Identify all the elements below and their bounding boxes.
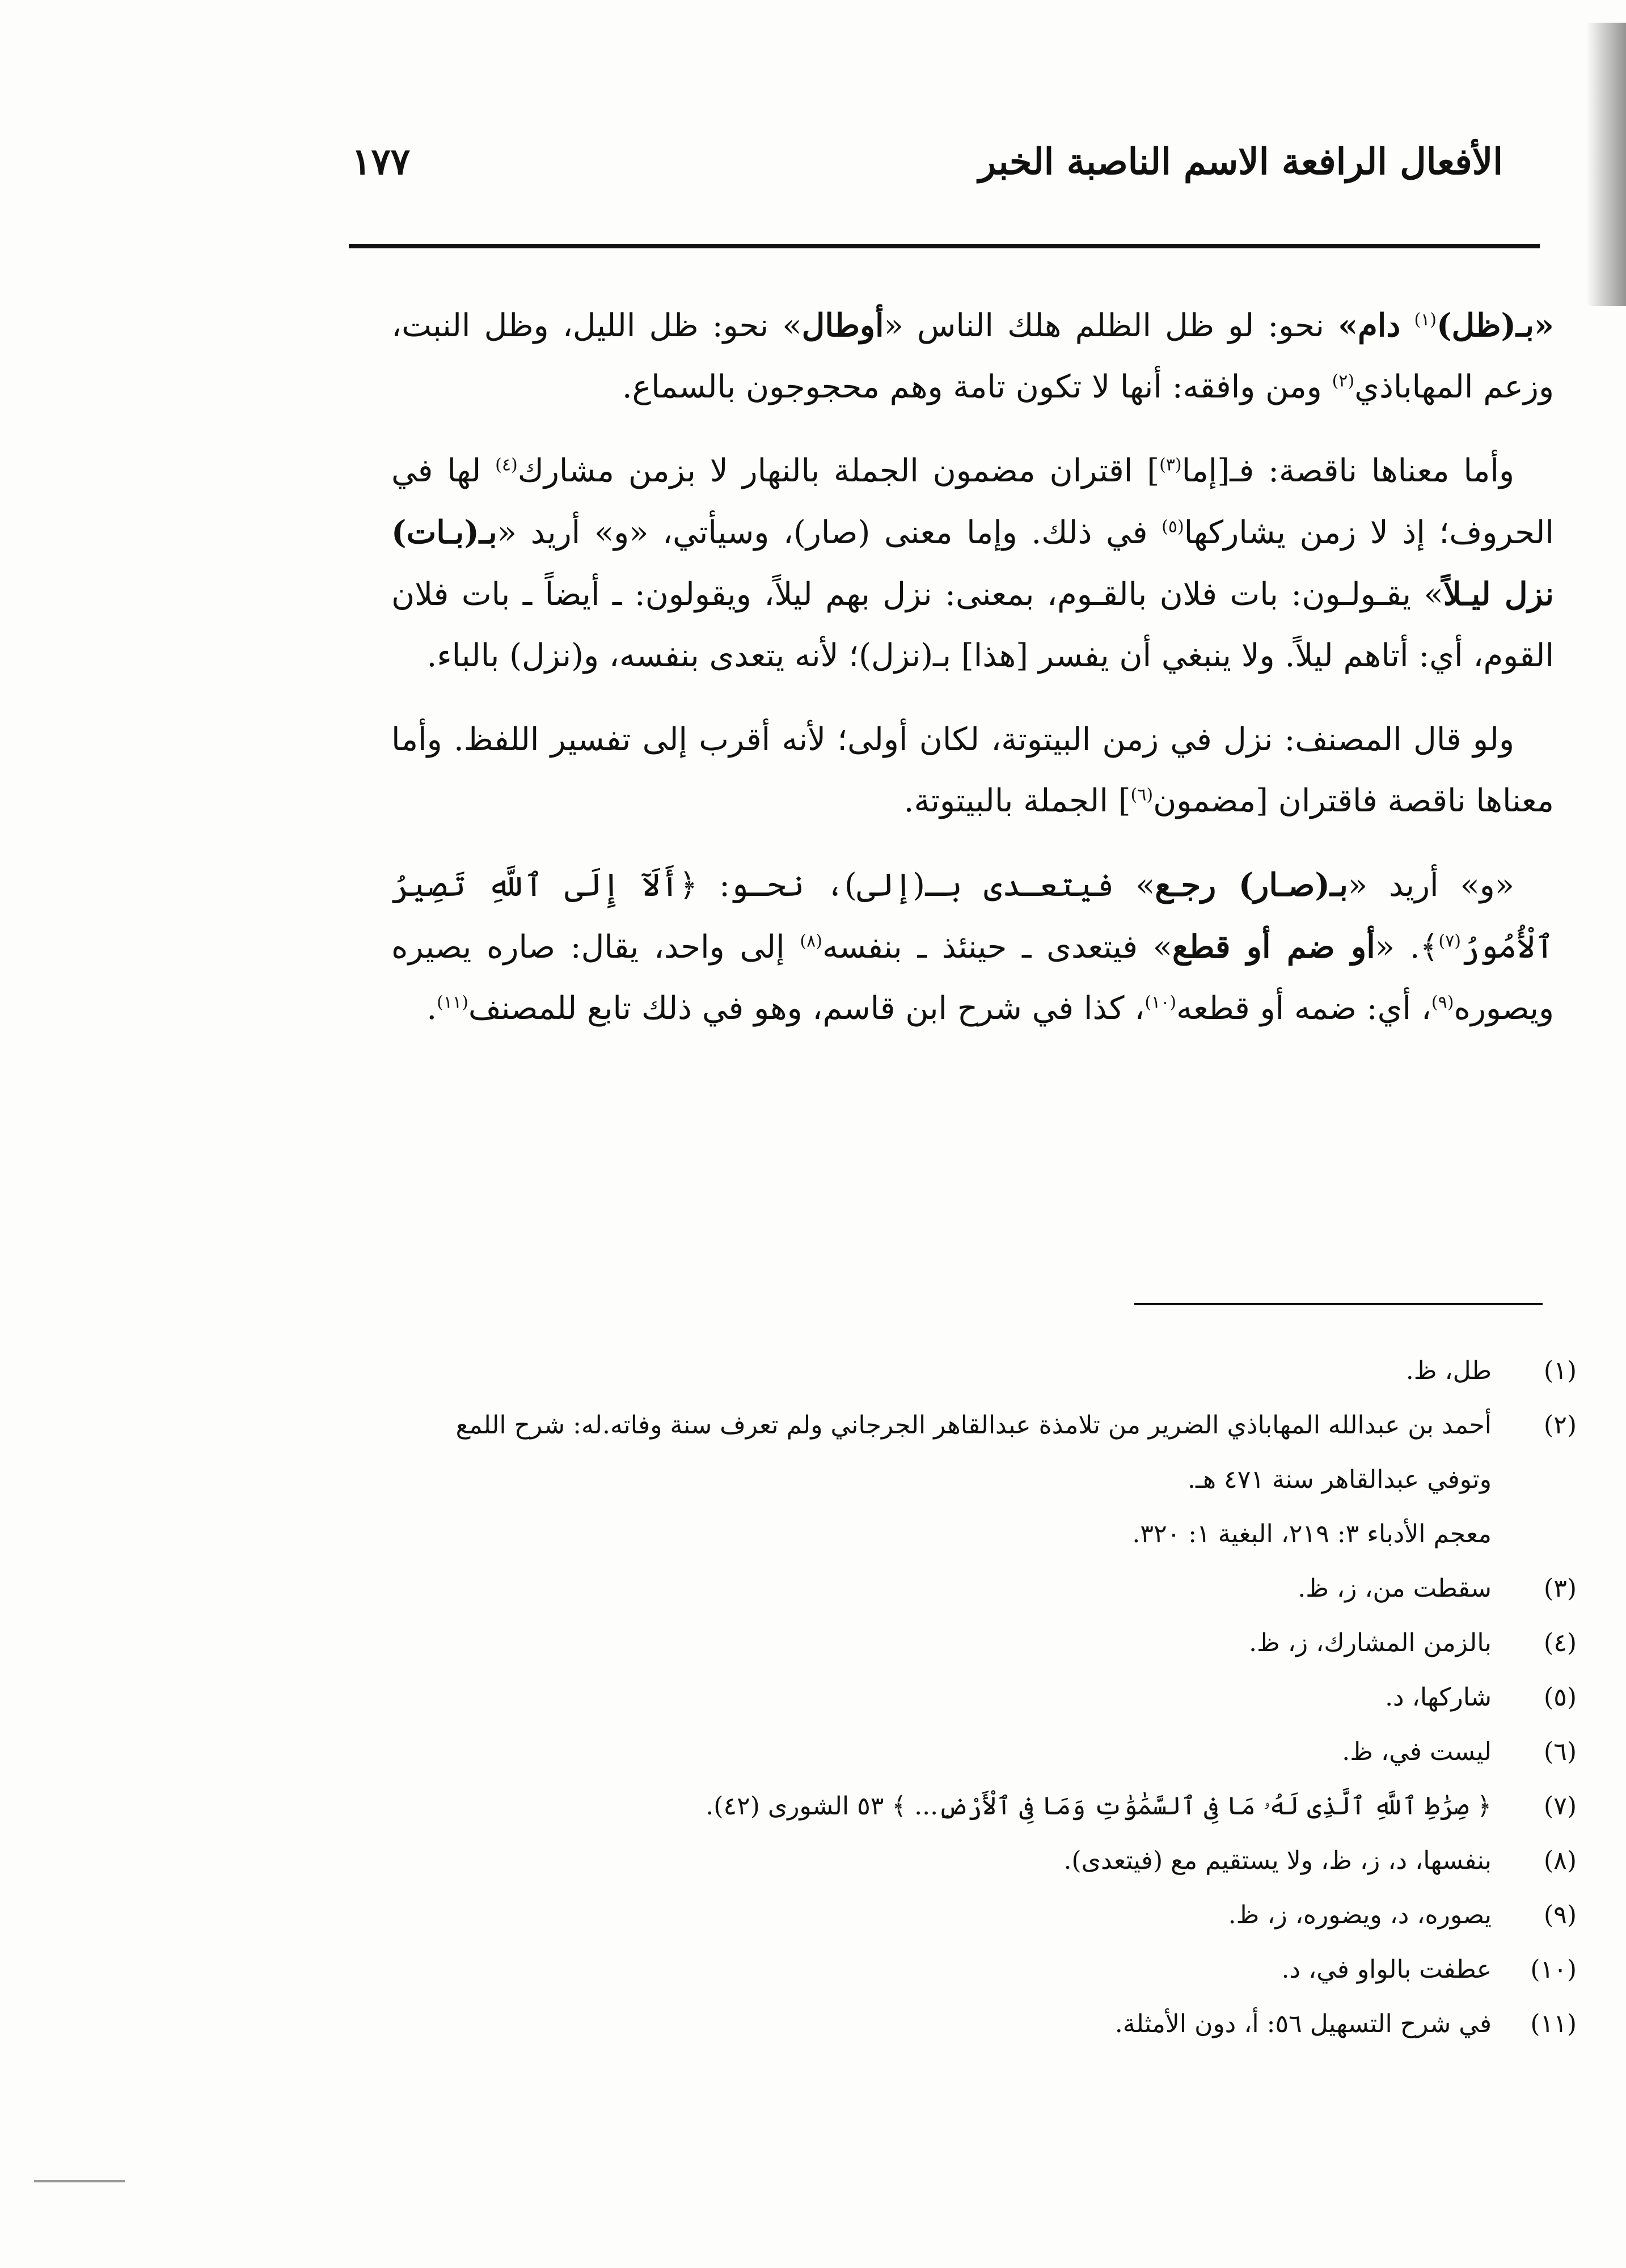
term: دام» xyxy=(1338,307,1401,344)
footnote-ref: (١) xyxy=(1414,310,1437,330)
footnote-text: يصوره، د، ويضوره، ز، ظ. xyxy=(1228,1901,1492,1930)
footnote xyxy=(397,1725,1577,1779)
footnote-continuation: معجم الأدباء ٣: ٢١٩، البغية ١: ٣٢٠. xyxy=(1132,1520,1492,1548)
text-run: ، أي: ضمه أو قطعه xyxy=(1176,990,1431,1027)
footnote xyxy=(397,1997,1577,2051)
text-run: » فيتعدى ـ حينئذ ـ بنفسه xyxy=(822,929,1172,966)
footnote-number: (٦) xyxy=(1544,1737,1577,1766)
footnote-number: (٢) xyxy=(1544,1411,1577,1440)
footnote-text: بنفسها، د، ز، ظ، ولا يستقيم مع (فيتعدى). xyxy=(1063,1846,1492,1875)
footnote xyxy=(397,1398,1577,1507)
footnote-number: (٤) xyxy=(1544,1628,1577,1657)
term: أوطال xyxy=(801,307,884,344)
page-header xyxy=(340,141,1548,197)
footnote-number: (٣) xyxy=(1544,1574,1577,1603)
term: بـ(صـار) رجـع xyxy=(1155,866,1348,904)
text-run: ومن وافقه: أنها لا تكون تامة وهم محجوجون بالسماع. xyxy=(622,369,1332,405)
footnote xyxy=(397,1344,1577,1398)
page-edge-shadow xyxy=(1586,23,1626,306)
footnote xyxy=(397,1670,1577,1725)
footnote xyxy=(397,1834,1577,1888)
footnote-rule xyxy=(1134,1303,1543,1305)
paragraph-2 xyxy=(391,441,1554,687)
text-run: » فيتعـدى بـ(إلى)، نحـو: ﴿أَلَآ إِلَى ٱللَّهِ تَصِيرُ ٱلْأُمُورُ xyxy=(391,867,1554,966)
footnote-text: في شرح التسهيل ٥٦: أ، دون الأمثلة. xyxy=(1114,2009,1492,2038)
paragraph-1 xyxy=(391,295,1554,418)
term: بـ(بـات) نزل ليـلاً xyxy=(391,514,1554,613)
text-run: » نحو: ظل الليل، وظل النبت، وزعم المهاباذي xyxy=(391,307,1554,405)
text-run: . xyxy=(426,990,437,1027)
footnote-text: شاركها، د. xyxy=(1385,1683,1492,1712)
footnote-number: (١) xyxy=(1544,1356,1577,1385)
text-run: » يقـولـون: بات فلان بالقـوم، بمعنى: نزل بهم ليلاً، ويقولون: ـ أيضاً ـ بات فلان القوم، أي: أتاهم ليلاً. ولا ينبغي أن يفسر [هذا] بـ(نزل)؛ لأنه يتعدى بنفسه، و(نزل) بالباء. xyxy=(391,576,1554,674)
footnote-ref: (٩) xyxy=(1431,992,1454,1013)
footnote-text: بالزمن المشارك، ز، ظ. xyxy=(1249,1628,1492,1657)
paragraph-4 xyxy=(391,854,1554,1039)
footnote-ref: (٢) xyxy=(1332,371,1355,391)
footnote-text: عطفت بالواو في، د. xyxy=(1281,1955,1492,1984)
running-title: الأفعال الرافعة الاسم الناصبة الخبر xyxy=(978,141,1503,183)
text-run: ] اقتران مضمون الجملة بالنهار لا بزمن مشارك xyxy=(517,452,1160,489)
footnote-ref: (٦) xyxy=(1130,785,1154,805)
text-run: في ذلك. وإما معنى (صار)، وسيأتي، «و» أريد « xyxy=(497,514,1162,551)
scan-artifact xyxy=(34,2180,125,2182)
text-run: ولو قال المصنف: نزل في زمن البيتوتة، لكان أولى؛ لأنه أقرب إلى تفسير اللفظ. وأما معناها ناقصة فاقتران [مضمون xyxy=(391,721,1554,819)
footnote-ref: (٥) xyxy=(1162,517,1184,537)
footnote-number: (٥) xyxy=(1544,1683,1577,1712)
text-run: «و» أريد « xyxy=(1348,867,1515,904)
footnotes xyxy=(397,1344,1577,2051)
footnote-number: (١٠) xyxy=(1530,1955,1577,1984)
text-run: وأما معناها ناقصة: فـ[إما xyxy=(1181,452,1515,489)
footnote-number: (٩) xyxy=(1544,1901,1577,1930)
paragraph-3 xyxy=(391,709,1554,832)
footnote-number: (٨) xyxy=(1544,1846,1577,1875)
footnote xyxy=(397,1779,1577,1834)
footnote-ref: (١٠) xyxy=(1144,992,1177,1013)
footnote xyxy=(397,1888,1577,1943)
footnote-text: طل، ظ. xyxy=(1405,1356,1492,1385)
footnote-text: ليست في، ظ. xyxy=(1342,1737,1492,1766)
page-number: ١٧٧ xyxy=(352,141,411,183)
footnote-ref: (٤) xyxy=(495,455,518,475)
text-run: إلى واحد، يقال: صاره يصيره ويصوره xyxy=(391,929,1554,1027)
text-run: لها في الحروف؛ إذ لا زمن يشاركها xyxy=(391,452,1554,551)
term: «بـ xyxy=(1516,307,1554,344)
footnote-text: أحمد بن عبدالله المهاباذي الضرير من تلامذة عبدالقاهر الجرجاني ولم تعرف سنة وفاته.له: شرح اللمع وتوفي عبدالقاهر سنة ٤٧١ هـ. xyxy=(455,1411,1492,1494)
text-run: ﴾. « xyxy=(1375,929,1439,966)
text-run: ] الجملة بالبيتوتة. xyxy=(903,782,1131,819)
header-rule xyxy=(349,244,1540,248)
footnote-ref: (٨) xyxy=(800,931,822,951)
footnote-text: ﴿ صِرَٰطِ ٱللَّهِ ٱلَّذِى لَهُۥ مَا فِى ٱلسَّمَٰوَٰتِ وَمَا فِى ٱلْأَرْضِ... ﴾ ٥٣ الشورى (٤٢). xyxy=(706,1792,1492,1821)
term: أو ضم أو قطع xyxy=(1172,928,1375,966)
footnote-number: (١١) xyxy=(1530,2009,1577,2038)
footnote-text: سقطت من، ز، ظ. xyxy=(1298,1574,1492,1603)
footnote xyxy=(397,1943,1577,1997)
term: (ظل) xyxy=(1437,307,1516,344)
footnote-ref: (٣) xyxy=(1159,455,1182,475)
footnote xyxy=(397,1562,1577,1616)
footnote-number: (٧) xyxy=(1544,1792,1577,1821)
footnote-ref: (٧) xyxy=(1438,931,1461,951)
main-text xyxy=(391,295,1554,1062)
text-run: نحو: لو ظل الظلم هلك الناس « xyxy=(884,307,1338,344)
footnote xyxy=(397,1616,1577,1670)
footnote-ref: (١١) xyxy=(437,992,468,1013)
text-run: ، كذا في شرح ابن قاسم، وهو في ذلك تابع للمصنف xyxy=(468,990,1145,1027)
